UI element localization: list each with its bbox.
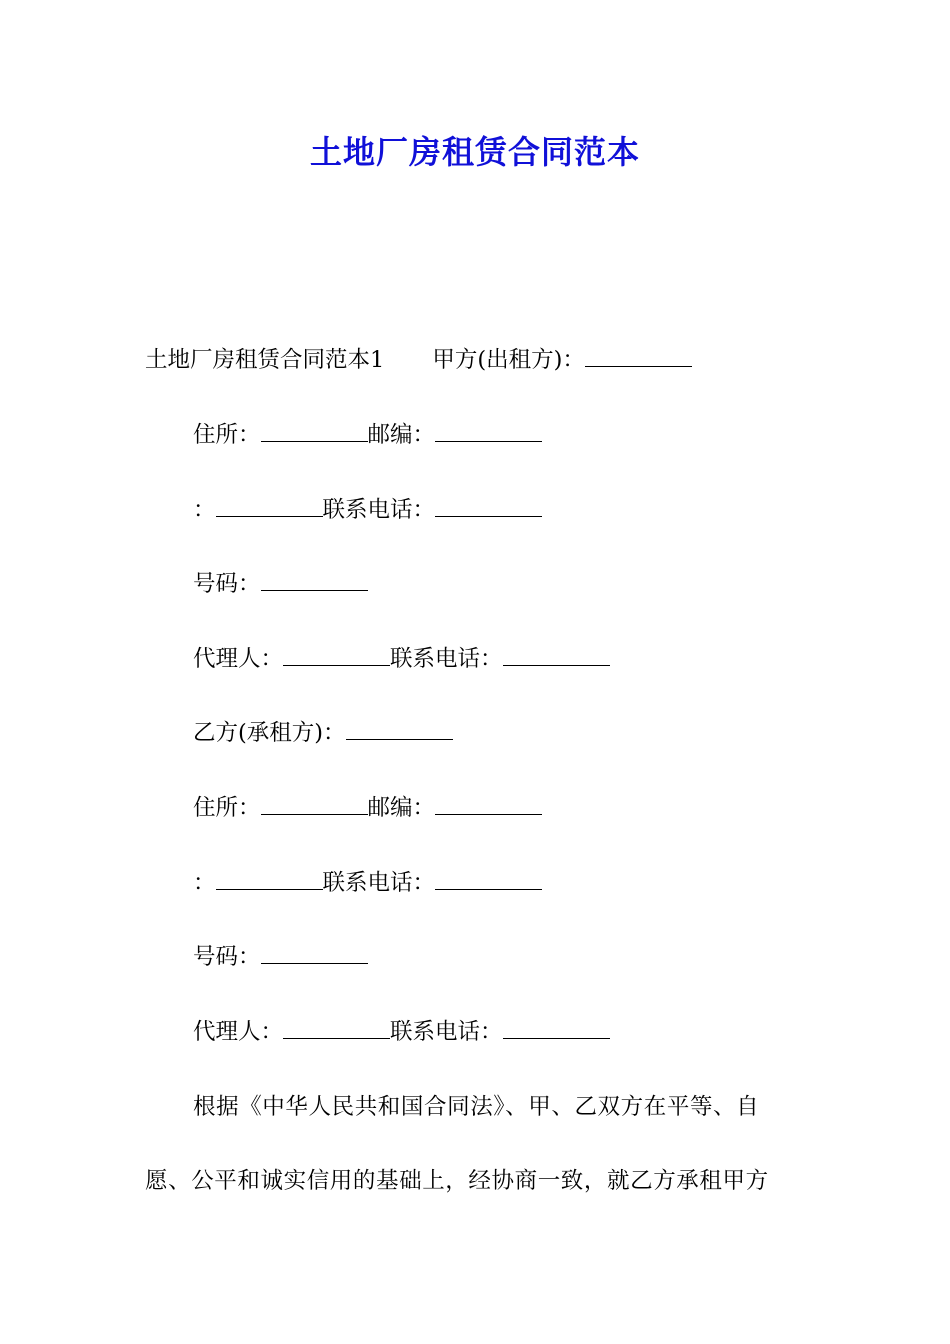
party-b-agent-field[interactable]	[283, 1018, 390, 1039]
party-b-address-label: 住所：	[193, 795, 261, 821]
party-b-phone-label: 联系电话：	[322, 870, 436, 896]
party-a-contact-field[interactable]	[216, 496, 323, 517]
party-a-heading-line	[145, 343, 692, 377]
party-a-phone-field[interactable]	[435, 496, 542, 517]
party-b-address-line	[193, 791, 542, 825]
party-a-number-field[interactable]	[261, 570, 368, 591]
party-b-agent-phone-label: 联系电话：	[390, 1019, 503, 1045]
party-a-number-label: 号码：	[193, 571, 261, 597]
party-b-contact-field[interactable]	[216, 869, 323, 890]
party-b-agent-phone-field[interactable]	[503, 1018, 610, 1039]
party-b-agent-line	[193, 1015, 610, 1049]
section-heading: 土地厂房租赁合同范本1	[145, 347, 385, 373]
party-a-address-label: 住所：	[193, 422, 261, 448]
party-a-number-line	[193, 567, 368, 601]
party-b-name-field[interactable]	[346, 719, 453, 740]
party-a-postcode-label: 邮编：	[367, 422, 436, 448]
party-a-agent-phone-label: 联系电话：	[390, 646, 503, 672]
party-a-contact-line	[193, 493, 542, 527]
party-a-phone-label: 联系电话：	[322, 497, 436, 523]
party-a-name-field[interactable]	[585, 346, 692, 367]
party-b-agent-label: 代理人：	[193, 1019, 284, 1045]
party-b-postcode-field[interactable]	[435, 794, 542, 815]
party-b-number-line	[193, 940, 368, 974]
party-a-agent-phone-field[interactable]	[503, 645, 610, 666]
party-a-agent-line	[193, 642, 610, 676]
paragraph-line: 根据《中华人民共和国合同法》、甲、乙双方在平等、自	[193, 1094, 760, 1120]
party-b-postcode-label: 邮编：	[367, 795, 436, 821]
party-b-colon-label: ：	[193, 870, 216, 896]
party-a-postcode-field[interactable]	[435, 421, 542, 442]
party-b-number-label: 号码：	[193, 944, 261, 970]
party-b-address-field[interactable]	[261, 794, 368, 815]
party-a-address-field[interactable]	[261, 421, 368, 442]
party-b-number-field[interactable]	[261, 943, 368, 964]
party-b-phone-field[interactable]	[435, 869, 542, 890]
document-title: 土地厂房租赁合同范本	[309, 133, 640, 171]
party-a-agent-field[interactable]	[283, 645, 390, 666]
party-a-label: 甲方(出租方)：	[432, 347, 585, 373]
party-a-address-line	[193, 418, 542, 452]
party-a-agent-label: 代理人：	[193, 646, 284, 672]
party-a-colon-label: ：	[193, 497, 216, 523]
party-b-heading-line	[193, 716, 453, 750]
paragraph-line: 愿、公平和诚实信用的基础上，经协商一致，就乙方承租甲方	[145, 1168, 769, 1194]
party-b-label: 乙方(承租方)：	[193, 720, 346, 746]
party-b-contact-line	[193, 866, 542, 900]
